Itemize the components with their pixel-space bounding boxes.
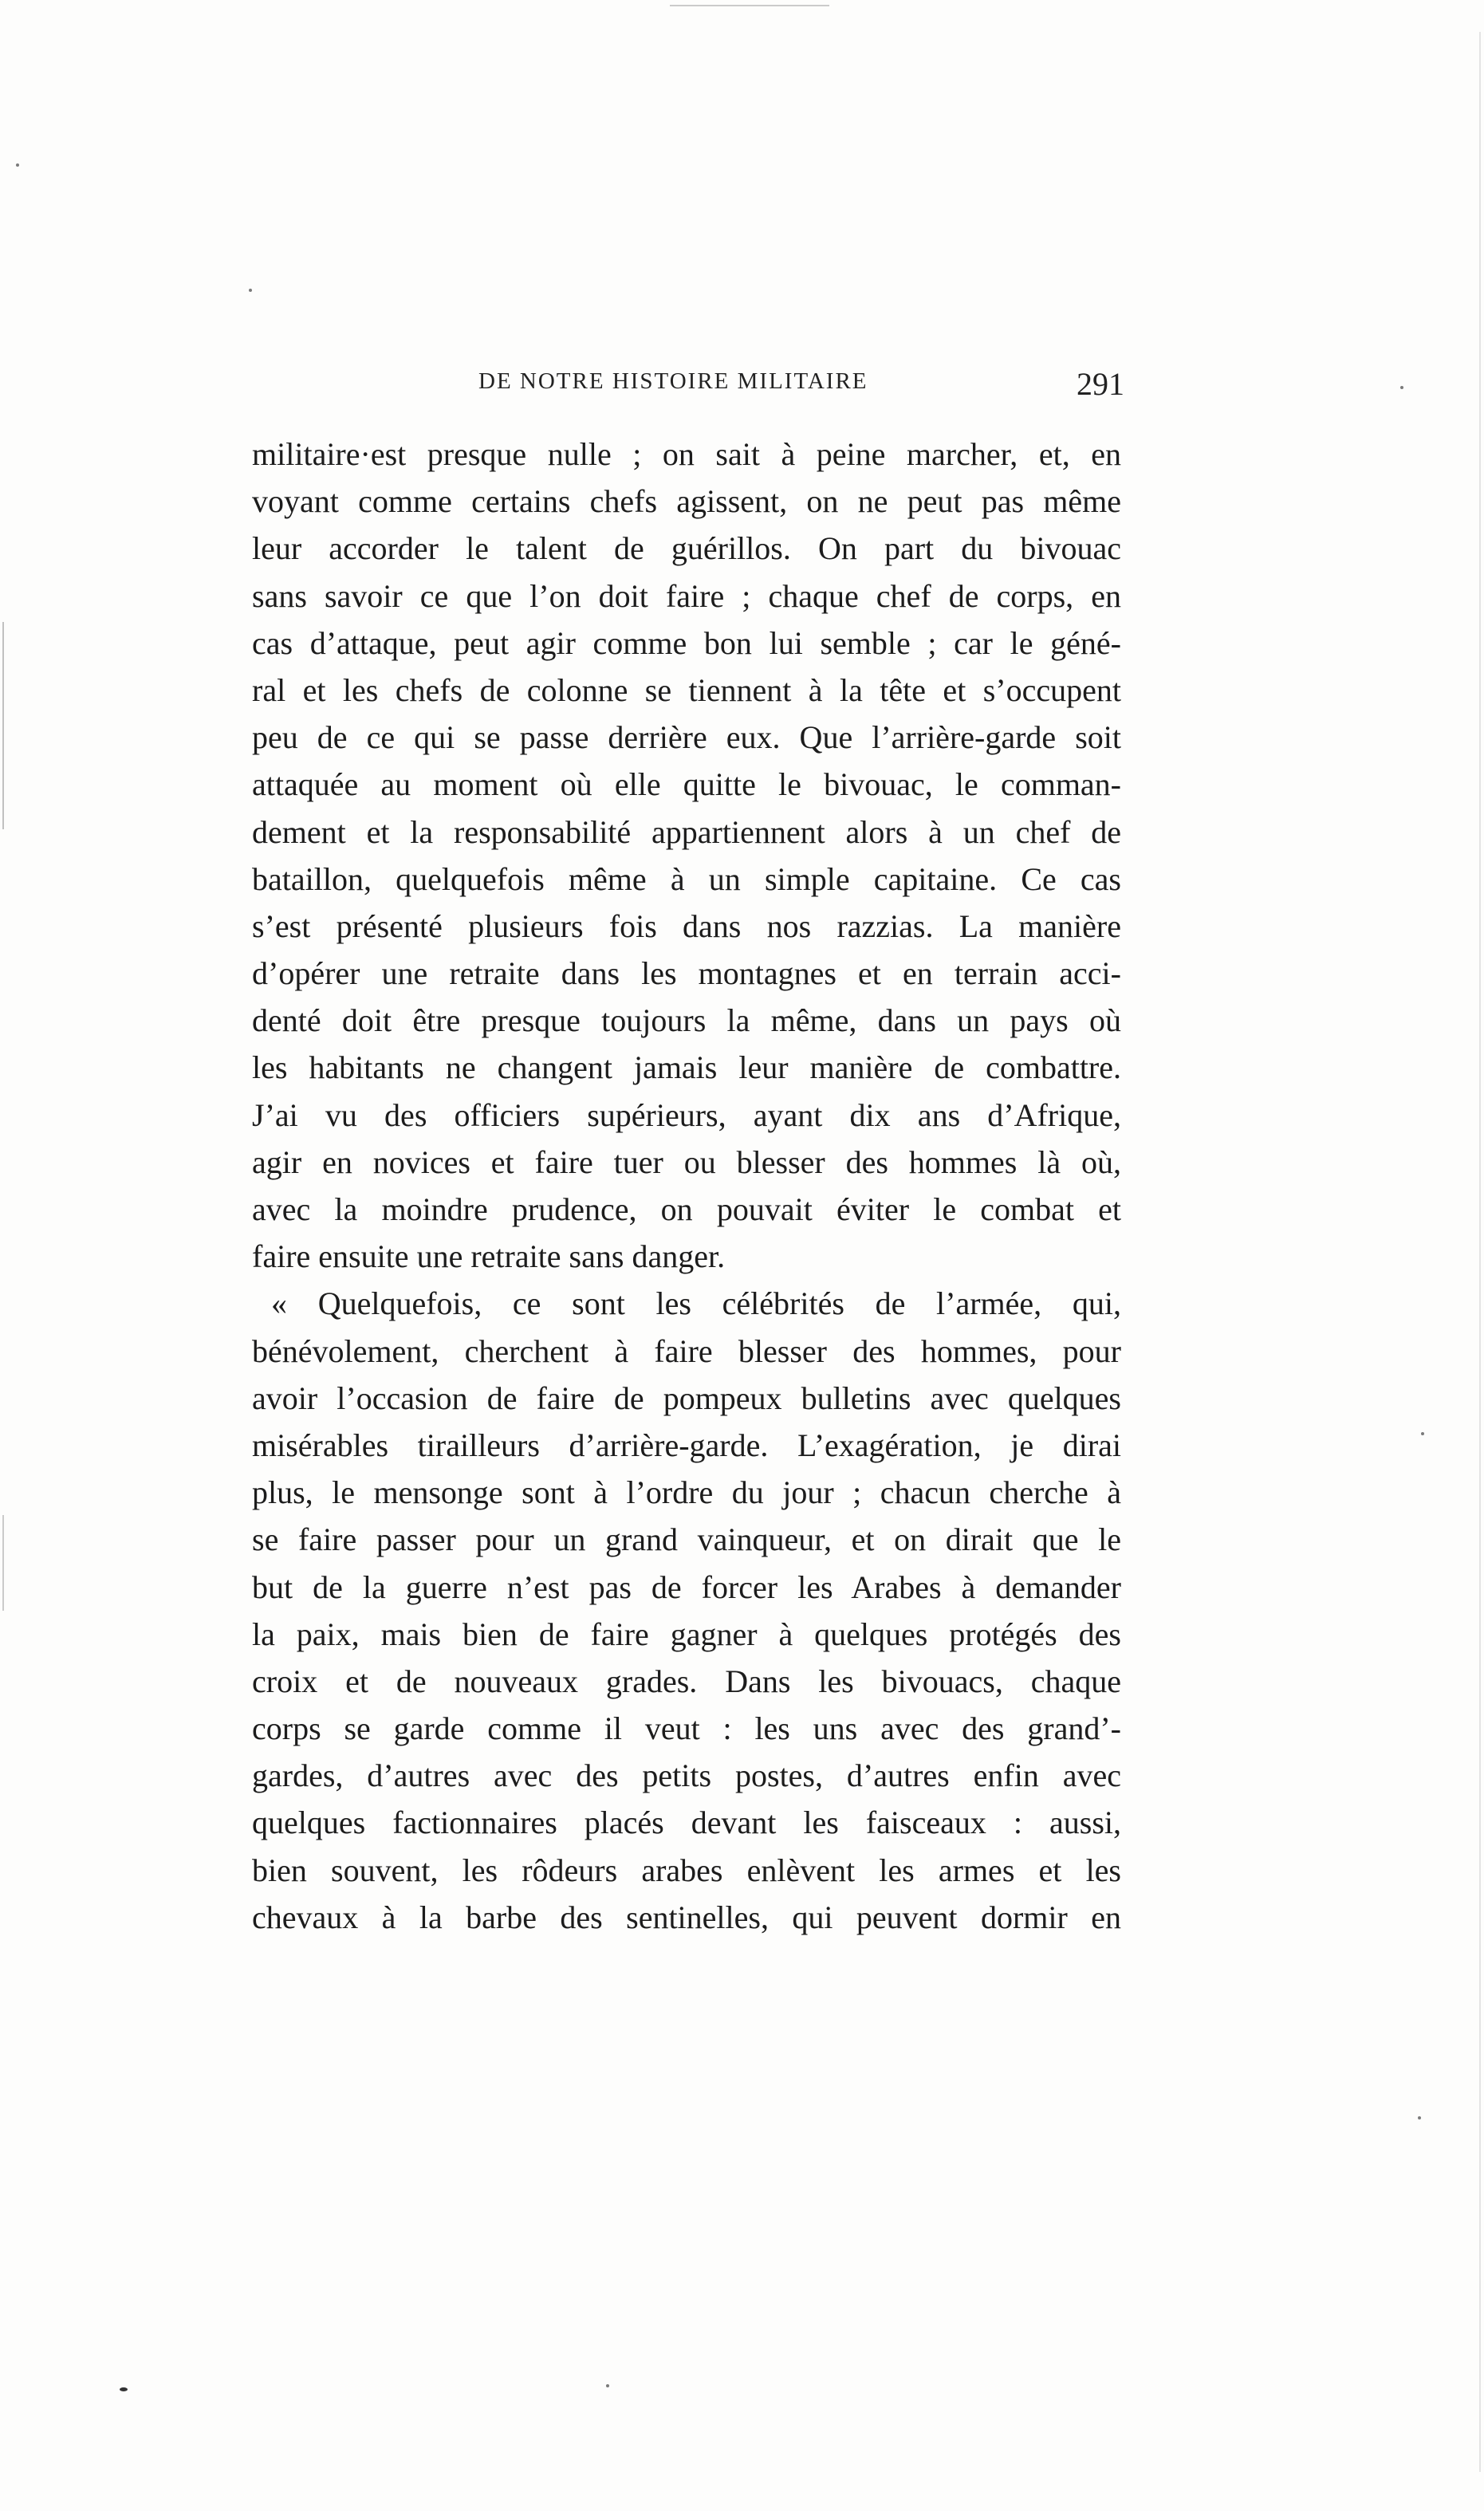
text-line: peu de ce qui se passe derrière eux. Que l’arrière-garde soit <box>252 719 1121 756</box>
text-line: militaire·est presque nulle ; on sait à peine marcher, et, en <box>252 436 1121 472</box>
running-head-title: DE NOTRE HISTOIRE MILITAIRE <box>478 368 868 394</box>
text-line: chevaux à la barbe des sentinelles, qui peuvent dormir en <box>252 1899 1121 1935</box>
text-line: d’opérer une retraite dans les montagnes et en terrain acci- <box>252 955 1121 992</box>
running-head <box>255 368 1124 408</box>
text-line: attaquée au moment où elle quitte le bivouac, le comman- <box>252 766 1121 803</box>
text-line: avec la moindre prudence, on pouvait éviter le combat et <box>252 1191 1121 1227</box>
scan-speck <box>1400 386 1403 389</box>
text-line: la paix, mais bien de faire gagner à quelques protégés des <box>252 1616 1121 1652</box>
text-line: se faire passer pour un grand vainqueur, et on dirait que le <box>252 1521 1121 1558</box>
text-line: voyant comme certains chefs agissent, on ne peut pas même <box>252 483 1121 520</box>
text-line: croix et de nouveaux grades. Dans les bivouacs, chaque <box>252 1663 1121 1699</box>
scan-speck <box>120 2387 128 2391</box>
scan-speck <box>1421 1432 1424 1435</box>
text-line: bien souvent, les rôdeurs arabes enlèvent les armes et les <box>252 1852 1121 1888</box>
scan-edge-right <box>1479 32 1481 2472</box>
text-line: J’ai vu des officiers supérieurs, ayant dix ans d’Afrique, <box>252 1096 1121 1133</box>
scan-speck <box>16 163 19 167</box>
text-line: plus, le mensonge sont à l’ordre du jour ; chacun cherche à <box>252 1474 1121 1511</box>
text-line: corps se garde comme il veut : les uns avec des grand’- <box>252 1710 1121 1747</box>
text-line: agir en novices et faire tuer ou blesser des hommes là où, <box>252 1143 1121 1180</box>
text-line: denté doit être presque toujours la même, dans un pays où <box>252 1002 1121 1039</box>
scan-edge-left <box>2 622 4 829</box>
text-line: but de la guerre n’est pas de forcer les Arabes à demander <box>252 1568 1121 1605</box>
text-line: s’est présenté plusieurs fois dans nos razzias. La manière <box>252 907 1121 944</box>
text-line: les habitants ne changent jamais leur manière de combattre. <box>252 1049 1121 1086</box>
text-line: quelques factionnaires placés devant les faisceaux : aussi, <box>252 1805 1121 1841</box>
text-line: dement et la responsabilité appartiennent alors à un chef de <box>252 813 1121 850</box>
scan-edge-left-lower <box>2 1515 4 1611</box>
text-line: bénévolement, cherchent à faire blesser des hommes, pour <box>252 1332 1121 1369</box>
text-line: leur accorder le talent de guérillos. On part du bivouac <box>252 530 1121 567</box>
scan-speck <box>1418 2116 1421 2119</box>
text-line: sans savoir ce que l’on doit faire ; chaque chef de corps, en <box>252 577 1121 614</box>
text-line: misérables tirailleurs d’arrière-garde. L’exagération, je dirai <box>252 1427 1121 1463</box>
text-line: cas d’attaque, peut agir comme bon lui semble ; car le géné- <box>252 624 1121 661</box>
text-line: gardes, d’autres avec des petits postes, d’autres enfin avec <box>252 1757 1121 1794</box>
scan-edge-top <box>670 5 829 6</box>
text-line: avoir l’occasion de faire de pompeux bulletins avec quelques <box>252 1379 1121 1416</box>
body-text <box>252 431 1121 1941</box>
page-number: 291 <box>1077 366 1124 402</box>
scan-speck <box>249 289 252 292</box>
text-line: bataillon, quelquefois même à un simple capitaine. Ce cas <box>252 860 1121 897</box>
text-line-paragraph-start: « Quelquefois, ce sont les célébrités de l’armée, qui, <box>271 1285 1121 1322</box>
text-line-paragraph-end: faire ensuite une retraite sans danger. <box>252 1238 726 1275</box>
text-line: ral et les chefs de colonne se tiennent à la tête et s’occupent <box>252 671 1121 708</box>
scan-speck <box>606 2384 609 2387</box>
